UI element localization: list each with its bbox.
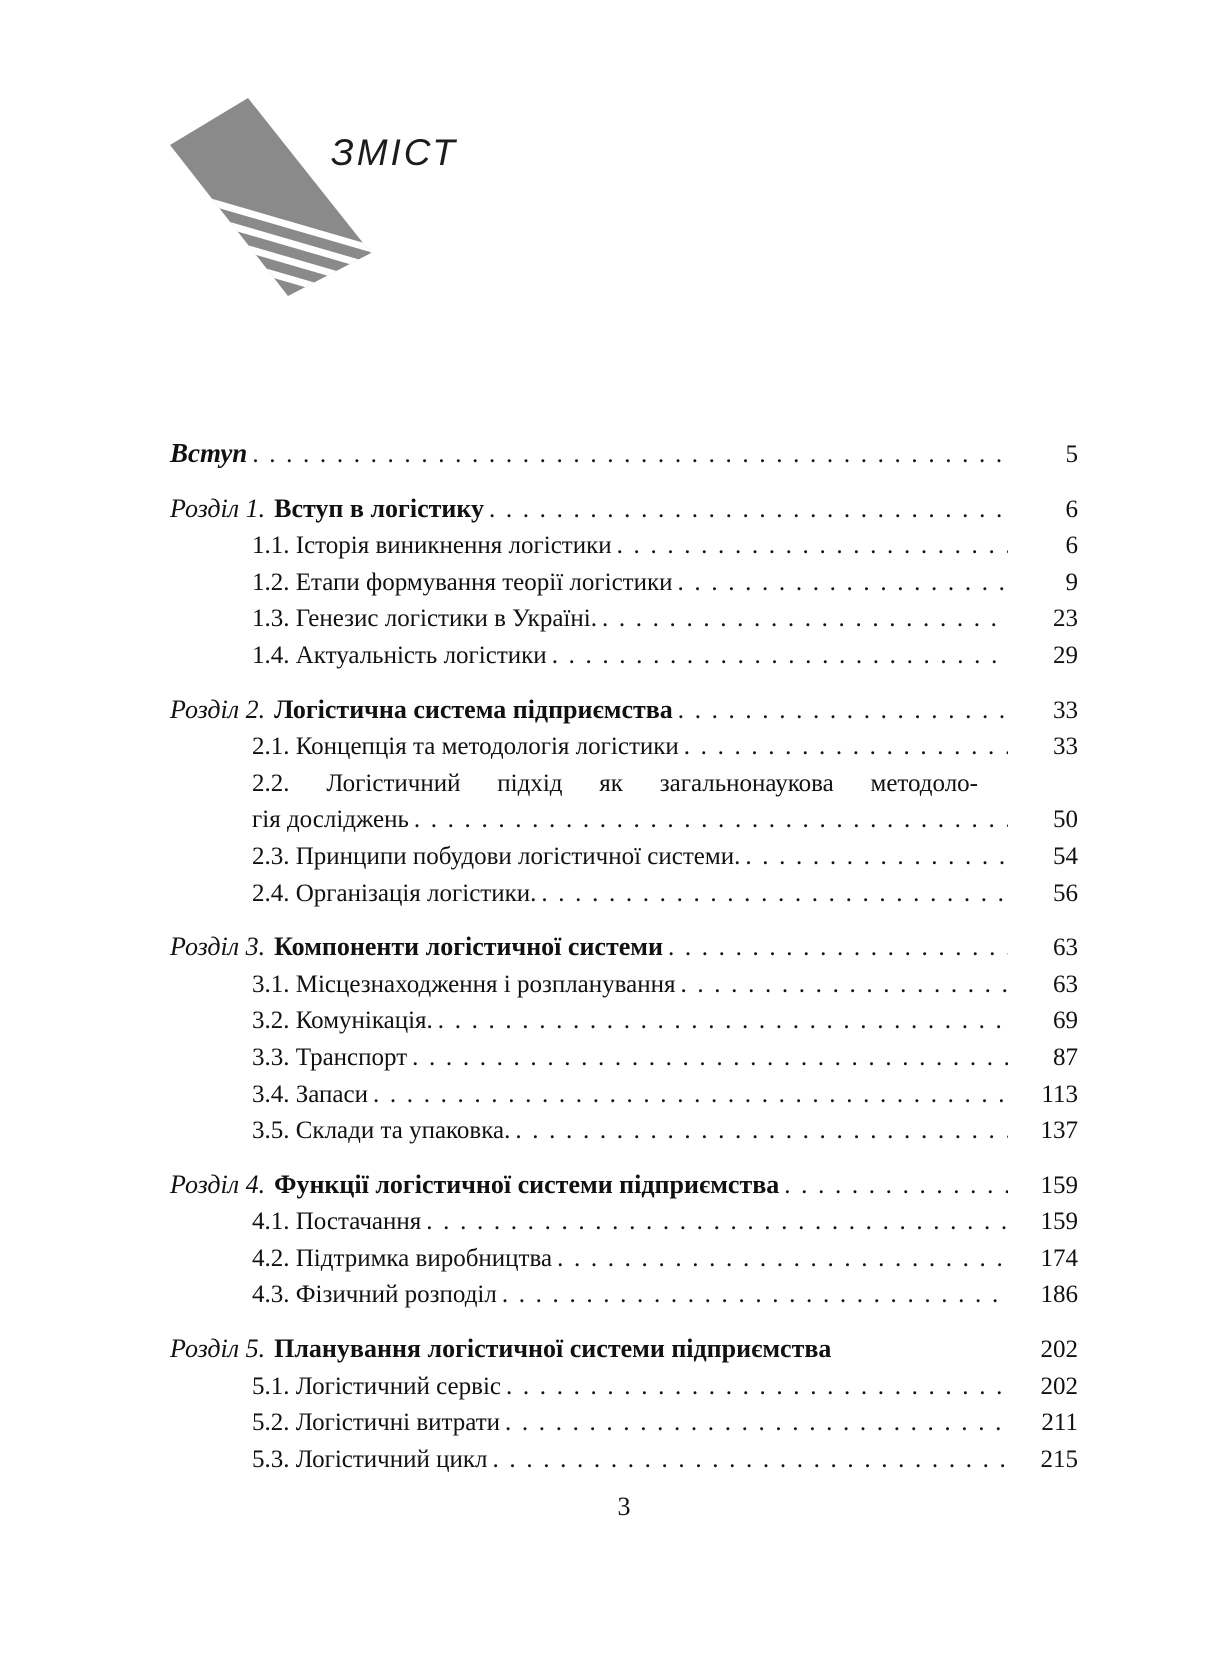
toc-chapter-title: Планування логістичної системи підприємства [274,1334,832,1364]
toc-entry-page-number: 6 [1065,495,1078,523]
tilted-stacked-sheets-icon [158,90,393,320]
toc-entry-label: 4.3. Фізичний розподіл [252,1281,497,1309]
dotted-leader [779,1167,1008,1205]
toc-entry-label: гія досліджень [252,806,409,834]
toc-entry [170,1003,1078,1040]
toc-entry [170,1277,1078,1314]
toc-entry-page-number: 9 [1065,568,1078,596]
dotted-leader [740,839,1008,876]
toc-chapter-title: Вступ в логістику [274,493,484,523]
dotted-leader [484,491,1008,529]
dotted-leader [407,1040,1008,1077]
dotted-leader [663,929,1008,967]
toc-entry-page-number: 63 [1053,970,1078,998]
dotted-leader [612,528,1008,565]
toc-entry-label: 5.2. Логістичні витрати [252,1409,500,1437]
toc-entry [170,528,1078,565]
toc-chapter-title: Логістична система підприємства [274,694,673,724]
toc-entry-page-number: 137 [1040,1117,1078,1145]
toc-entry [170,967,1078,1004]
toc-entry [170,766,1078,803]
toc-entry-page-number: 69 [1053,1007,1078,1035]
dotted-leader [501,1369,1008,1406]
dotted-leader [497,1277,1008,1314]
toc-entry-label: 1.3. Генезис логістики в Україні. [252,605,597,633]
toc-entry-page-number: 87 [1053,1043,1078,1071]
toc-entry [170,1077,1078,1114]
toc-entry-page-number: 113 [1041,1080,1078,1108]
toc-entry [170,1040,1078,1077]
page-title: ЗМІСТ [331,132,458,173]
toc-entry-label: 3.5. Склади та упаковка. [252,1117,511,1145]
dotted-leader [675,967,1008,1004]
toc-entry [170,1204,1078,1241]
toc-entry-page-number: 33 [1053,733,1078,761]
toc-entry-label: 1.2. Етапи формування теорії логістики [252,568,673,596]
dotted-leader [536,876,1008,913]
dotted-leader [552,1241,1008,1278]
dotted-leader [597,601,1008,638]
toc-entry [170,1369,1078,1406]
toc-entry-page-number: 202 [1040,1336,1078,1364]
toc-entry-label: 2.1. Концепція та методологія логістики [252,733,679,761]
toc-entry-label: 1.4. Актуальність логістики [252,641,547,669]
toc-entry-chapter [170,692,1078,730]
toc-entry-page-number: 202 [1040,1372,1078,1400]
toc-chapter-title: Функції логістичної системи підприємства [274,1169,780,1199]
toc-entry-page-number: 186 [1040,1281,1078,1309]
toc-entry-label: 2.3. Принципи побудови логістичної системи. [252,842,741,870]
dotted-leader [409,802,1008,839]
toc-entry-label: 2.2. Логістичний підхід як загальнонаукова методоло- [252,769,978,797]
book-logo [158,90,393,320]
toc-entry-page-number: 159 [1040,1208,1078,1236]
toc-entry [170,876,1078,913]
dotted-leader [368,1077,1008,1114]
toc-chapter-prefix: Розділ 1. [170,493,266,523]
toc-entry-label: Вступ [170,438,248,468]
toc-entry-label: 3.3. Транспорт [252,1043,408,1071]
dotted-leader [500,1405,1008,1442]
toc-entry [170,638,1078,675]
dotted-leader [673,565,1008,602]
toc-entry-label: 4.2. Підтримка виробництва [252,1244,553,1272]
toc-entry-label: 5.1. Логістичний сервіс [252,1372,501,1400]
toc-list [170,435,1078,1478]
toc-entry-page-number: 23 [1053,605,1078,633]
dotted-leader [510,1113,1008,1150]
toc-chapter-prefix: Розділ 3. [170,932,266,962]
toc-entry [170,1113,1078,1150]
dotted-leader [421,1204,1008,1241]
toc-entry [170,435,1078,474]
toc-entry-label: 3.4. Запаси [252,1080,368,1108]
dotted-leader [488,1442,1008,1479]
toc-entry-chapter [170,491,1078,529]
toc-entry [170,601,1078,638]
toc-entry-label: 4.1. Постачання [252,1208,422,1236]
toc-entry-page-number: 6 [1065,532,1078,560]
toc-chapter-prefix: Розділ 4. [170,1169,266,1199]
toc-entry-label: 1.1. Історія виникнення логістики [252,532,612,560]
toc-entry-label: 3.1. Місцезнаходження і розпланування [252,970,676,998]
toc-entry-page-number: 33 [1053,696,1078,724]
dotted-leader [831,1331,1008,1369]
toc-entry [170,1442,1078,1479]
dotted-leader [433,1003,1008,1040]
toc-chapter-prefix: Розділ 2. [170,694,266,724]
toc-entry-page-number: 5 [1065,441,1078,468]
toc-entry-label: 3.2. Комунікація. [252,1007,433,1035]
toc-entry-page-number: 56 [1053,879,1078,907]
toc-entry [170,839,1078,876]
toc-entry [170,1405,1078,1442]
dotted-leader [247,437,1008,474]
toc-entry [170,802,1078,839]
toc-entry-page-number: 211 [1041,1409,1078,1437]
toc-entry-page-number: 174 [1040,1244,1078,1272]
toc-entry [170,565,1078,602]
toc-entry-page-number: 159 [1040,1171,1078,1199]
toc-entry-chapter [170,1331,1078,1369]
toc-entry-page-number: 50 [1053,806,1078,834]
toc-entry [170,1241,1078,1278]
toc-entry-label: 2.4. Організація логістики. [252,879,537,907]
toc-entry [170,729,1078,766]
toc-entry-page-number: 29 [1053,641,1078,669]
toc-entry-chapter [170,1167,1078,1205]
toc-entry-chapter [170,929,1078,967]
toc-chapter-prefix: Розділ 5. [170,1334,266,1364]
toc-chapter-title: Компоненти логістичної системи [274,932,663,962]
toc-entry-page-number: 215 [1040,1445,1078,1473]
toc-entry-page-number: 63 [1053,934,1078,962]
logo-sheet-shape [170,98,371,296]
dotted-leader [673,692,1008,730]
dotted-leader [679,729,1008,766]
dotted-leader [547,638,1008,675]
toc-entry-page-number: 54 [1053,842,1078,870]
folio-page-number: 3 [617,1492,631,1521]
toc-entry-label: 5.3. Логістичний цикл [252,1445,488,1473]
